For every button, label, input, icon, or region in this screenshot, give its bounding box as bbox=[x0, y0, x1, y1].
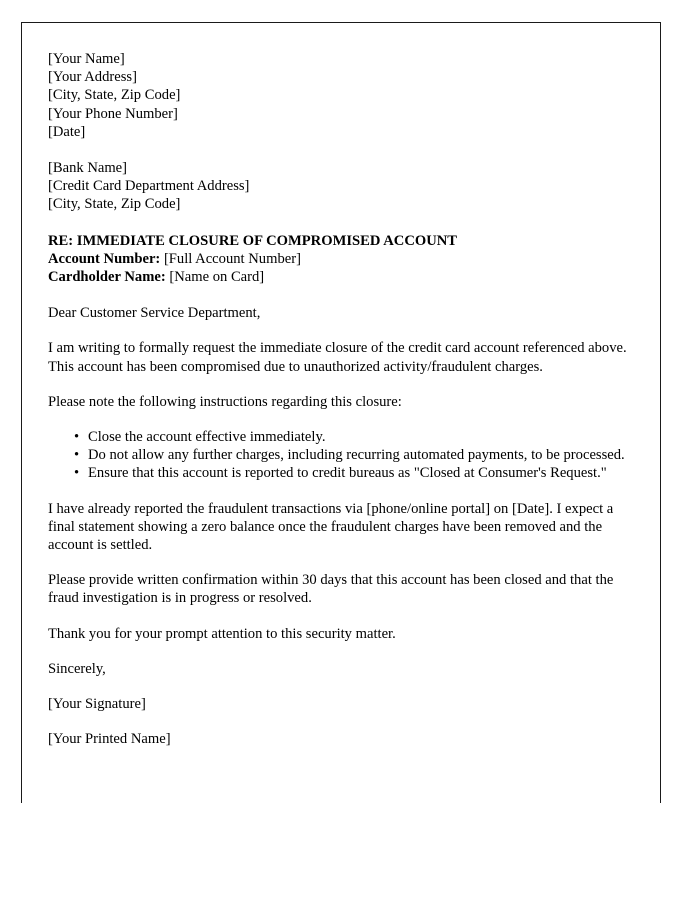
body-paragraph-2: Please note the following instructions regarding this closure: bbox=[48, 393, 402, 410]
signature-placeholder: [Your Signature] bbox=[48, 696, 146, 713]
bullet-point-icon: • bbox=[74, 465, 80, 482]
salutation: Dear Customer Service Department, bbox=[48, 305, 261, 322]
bullet-point-icon: • bbox=[74, 447, 80, 464]
sender-city-state-zip: [City, State, Zip Code] bbox=[48, 87, 181, 104]
cardholder-name-field bbox=[48, 268, 631, 286]
account-number-field bbox=[48, 250, 631, 268]
body-paragraph-3: I have already reported the fraudulent transactions via [phone/online portal] on [Date]. I expect a final statement showing a zero balance once the fraudulent charges have been removed and the account is settled. bbox=[48, 500, 614, 554]
list-item bbox=[48, 446, 631, 464]
closing-salutation: Sincerely, bbox=[48, 660, 106, 677]
account-number-value: [Full Account Number] bbox=[163, 250, 301, 267]
body-paragraph-1: I am writing to formally request the immediate closure of the credit card account referenced above. This account has been compromised due to unauthorized activity/fraudulent charges. bbox=[48, 340, 627, 375]
list-item-text: Ensure that this account is reported to credit bureaus as "Closed at Consumer's Request." bbox=[88, 465, 607, 482]
bullet-point-icon: • bbox=[74, 429, 80, 446]
letter-body bbox=[48, 50, 631, 748]
recipient-department-address: [Credit Card Department Address] bbox=[48, 178, 250, 195]
recipient-bank-name: [Bank Name] bbox=[48, 160, 128, 177]
list-item bbox=[48, 464, 631, 482]
document-page bbox=[21, 22, 661, 803]
sender-phone: [Your Phone Number] bbox=[48, 105, 178, 122]
cardholder-name-label: Cardholder Name: bbox=[48, 269, 166, 286]
subject-line: RE: IMMEDIATE CLOSURE OF COMPROMISED ACCOUNT bbox=[48, 232, 458, 249]
recipient-city-state-zip: [City, State, Zip Code] bbox=[48, 196, 181, 213]
cardholder-name-value: [Name on Card] bbox=[169, 269, 265, 286]
subject-and-account-block bbox=[48, 232, 631, 287]
sender-name: [Your Name] bbox=[48, 51, 125, 67]
closure-instructions-list bbox=[48, 428, 631, 483]
body-paragraph-5: Thank you for your prompt attention to this security matter. bbox=[48, 625, 396, 642]
letter-date: [Date] bbox=[48, 123, 86, 140]
printed-name-placeholder: [Your Printed Name] bbox=[48, 731, 171, 748]
recipient-address-block bbox=[48, 159, 631, 214]
list-item-text: Do not allow any further charges, including recurring automated payments, to be processed. bbox=[88, 447, 625, 464]
list-item-text: Close the account effective immediately. bbox=[88, 429, 326, 446]
body-paragraph-4: Please provide written confirmation within 30 days that this account has been closed and that the fraud investigation is in progress or resolved. bbox=[48, 572, 614, 607]
sender-address-block bbox=[48, 50, 631, 141]
sender-street: [Your Address] bbox=[48, 69, 137, 86]
account-number-label: Account Number: bbox=[48, 250, 161, 267]
list-item bbox=[48, 428, 631, 446]
